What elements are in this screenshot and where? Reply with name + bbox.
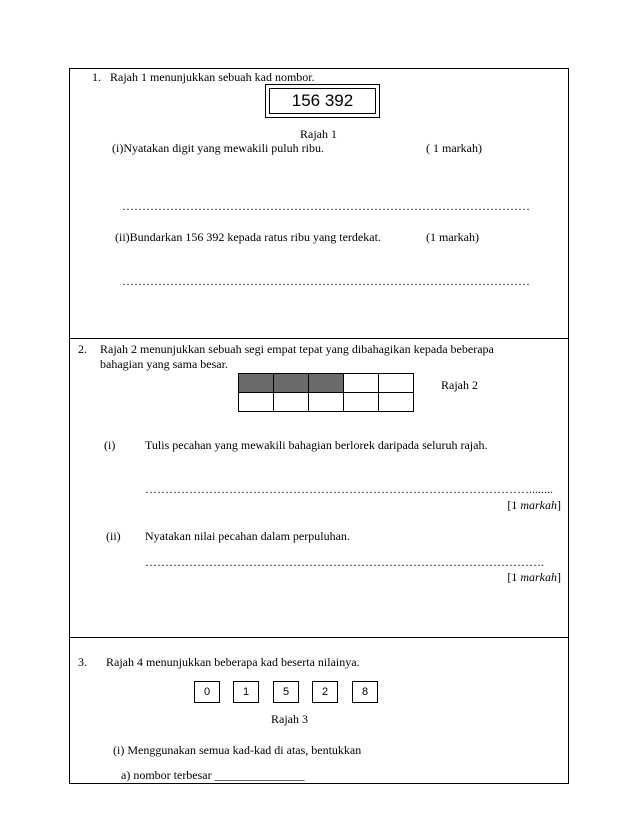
- grid-cell: [239, 393, 274, 412]
- q3-figure-label: Rajah 3: [271, 712, 308, 726]
- q1-part-i-marks: ( 1 markah): [426, 141, 482, 155]
- q1-figure-label: Rajah 1: [300, 127, 337, 141]
- q2-answer-line-2[interactable]: ……………………………………………………………………………………….: [145, 555, 544, 569]
- digit-card: 5: [273, 681, 299, 703]
- q1-part-ii-marks: (1 markah): [426, 230, 479, 244]
- digit-card: 0: [194, 681, 220, 703]
- grid-cell-shaded: [239, 374, 274, 393]
- q2-part-i: Tulis pecahan yang mewakili bahagian berlorek daripada seluruh rajah.: [145, 438, 488, 452]
- fraction-grid: [238, 373, 414, 412]
- q3-part-i: (i) Menggunakan semua kad-kad di atas, bentukkan: [113, 743, 362, 757]
- number-card: [265, 84, 380, 118]
- q2-answer-line-1[interactable]: ……………………………………………………………………………………........: [145, 482, 553, 496]
- grid-cell: [344, 374, 379, 393]
- grid-cell: [309, 393, 344, 412]
- q2-marks-2: [1 markah]: [507, 570, 561, 584]
- q2-part-i-label: (i): [104, 438, 116, 452]
- q1-part-i: (i)Nyatakan digit yang mewakili puluh ribu.: [112, 141, 324, 155]
- q1-answer-line-1[interactable]: …………………………………………………………………………………………: [122, 199, 530, 213]
- section-divider-2: [69, 637, 569, 638]
- q2-figure-label: Rajah 2: [441, 378, 478, 392]
- grid-cell: [379, 374, 414, 393]
- q2-marks-1: [1 markah]: [507, 498, 561, 512]
- q3-number: 3.: [78, 655, 87, 669]
- grid-cell: [274, 393, 309, 412]
- grid-cell-shaded: [309, 374, 344, 393]
- q1-stem: Rajah 1 menunjukkan sebuah kad nombor.: [110, 70, 315, 84]
- grid-cell: [379, 393, 414, 412]
- q1-part-ii: (ii)Bundarkan 156 392 kepada ratus ribu yang terdekat.: [115, 230, 381, 244]
- grid-cell: [344, 393, 379, 412]
- q2-part-ii: Nyatakan nilai pecahan dalam perpuluhan.: [145, 529, 350, 543]
- digit-card: 1: [233, 681, 259, 703]
- q1-number: 1.: [92, 70, 101, 84]
- question-frame: [69, 68, 569, 784]
- grid-cell-shaded: [274, 374, 309, 393]
- q3-stem: Rajah 4 menunjukkan beberapa kad beserta nilainya.: [106, 655, 360, 669]
- digit-card: 2: [312, 681, 338, 703]
- q1-answer-line-2[interactable]: …………………………………………………………………………………………: [122, 274, 530, 288]
- q2-part-ii-label: (ii): [106, 529, 121, 543]
- number-card-value: 156 392: [269, 88, 376, 114]
- q2-stem-line-2: bahagian yang sama besar.: [100, 357, 228, 371]
- q2-number: 2.: [78, 342, 87, 356]
- q2-stem-line-1: Rajah 2 menunjukkan sebuah segi empat tepat yang dibahagikan kepada beberapa: [100, 342, 494, 356]
- section-divider-1: [69, 338, 569, 339]
- q3-part-a[interactable]: a) nombor terbesar _______________: [121, 768, 305, 782]
- digit-card: 8: [352, 681, 378, 703]
